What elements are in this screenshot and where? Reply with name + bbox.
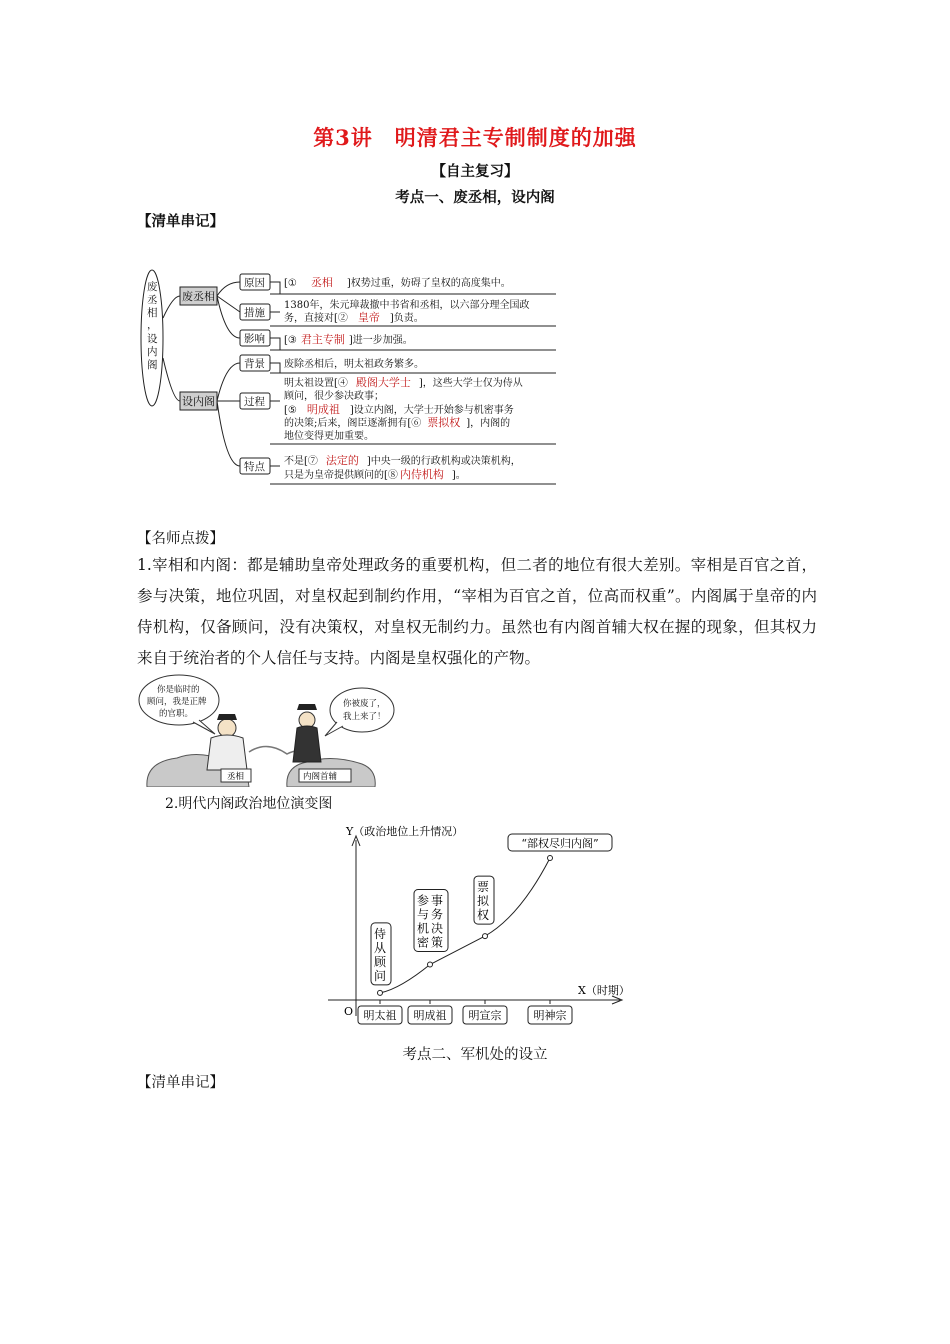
process-line-2: 顾问，很少参决政事；	[284, 391, 384, 402]
cartoon-label-right: 内阁首辅	[303, 772, 338, 782]
root-char: ，	[147, 319, 158, 331]
root-char: 废	[147, 281, 158, 293]
bubble-right-line: 你被废了，	[343, 699, 386, 709]
annotation-label: 票拟权	[477, 880, 490, 923]
process-line-1: 明太祖设置[④ 殿阁大学士 ]，这些大学士仅为侍从	[284, 376, 523, 389]
x-tick-label: 明神宗	[533, 1009, 567, 1022]
label-background: 背景	[244, 358, 265, 370]
bubble-left-line: 的官职。	[159, 709, 194, 719]
tip-2-heading: 2.明代内阁政治地位演变图	[165, 796, 333, 812]
root-char: 设	[147, 333, 158, 345]
annotation-label: 侍从顾问	[374, 926, 387, 983]
root-char: 阁	[147, 359, 158, 371]
label-process: 过程	[244, 396, 265, 408]
bubble-right-line: 我上来了！	[343, 712, 386, 722]
data-point	[378, 990, 383, 995]
root-char: 内	[147, 346, 158, 358]
label-reason: 原因	[244, 277, 265, 289]
origin-label: O	[344, 1005, 354, 1018]
topic-heading-1: 考点一、废丞相，设内阁	[395, 189, 555, 206]
feature-line-1: 不是[⑦ 法定的 ]中央一级的行政机构或决策机构，	[284, 454, 521, 467]
tip-paragraph-1: 1.宰相和内阁：都是辅助皇帝处理政务的重要机构，但二者的地位有很大差别。宰相是百官之首，参与决策，地位巩固，对皇权起到制约作用，“宰相为百官之首，位高而权重”。内阁属于皇帝的内侍机构，仅备顾问，没有决策权，对皇权无制约力。虽然也有内阁首辅大权在握的现象，但其权力来自于统治者的个人信任与支持。内阁是皇权强化的产物。	[137, 556, 817, 667]
x-axis-label: X（时期）	[578, 984, 630, 997]
data-point	[548, 856, 553, 861]
reason-text: [① 丞相 ]权势过重，妨碍了皇权的高度集中。	[284, 276, 511, 289]
annotation-label: 参与机密事务决策	[417, 893, 444, 950]
y-axis-label: Y（政治地位上升情况）	[346, 825, 464, 838]
x-tick-label: 明成祖	[413, 1009, 447, 1022]
label-effect: 影响	[244, 333, 265, 345]
process-line-5: 地位变得更加重要。	[284, 431, 374, 442]
feature-line-2: 只是为皇帝提供顾问的[⑧ 内侍机构 ]。	[284, 468, 466, 481]
mindmap-diagram	[138, 268, 562, 492]
bubble-left-line: 你是临时的	[157, 685, 200, 695]
measure-line-1: 1380年，朱元璋裁撤中书省和丞相，以六部分理全国政	[284, 300, 530, 311]
bubble-left-line: 顾问，我是正牌	[147, 697, 207, 707]
x-tick-label: 明宣宗	[468, 1009, 502, 1022]
branch-label-abolish: 废丞相	[182, 290, 215, 303]
label-measure: 措施	[244, 307, 265, 319]
measure-line-2: 务，直接对[② 皇帝 ]负责。	[284, 311, 424, 324]
x-tick-label: 明太祖	[363, 1009, 397, 1022]
label-feature: 特点	[244, 461, 265, 473]
process-line-3: [⑤ 明成祖 ]设立内阁，大学士开始参与机密事务	[284, 403, 514, 416]
cabinet-status-chart	[320, 818, 640, 1030]
list-label: 【清单串记】	[137, 213, 224, 230]
section-heading: 【自主复习】	[431, 163, 519, 180]
page-title: 第3讲 明清君主专制制度的加强	[313, 125, 637, 150]
root-char: 丞	[147, 294, 158, 306]
series-line	[380, 858, 550, 993]
data-point	[483, 934, 488, 939]
background-text: 废除丞相后，明太祖政务繁多。	[284, 359, 424, 370]
cartoon-label-left: 丞相	[227, 772, 245, 782]
tips-label: 【名师点拨】	[137, 531, 224, 547]
topic-heading-2: 考点二、军机处的设立	[402, 1047, 548, 1063]
list-label-2: 【清单串记】	[137, 1075, 224, 1091]
branch-label-cabinet: 设内阁	[182, 395, 215, 408]
effect-text: [③ 君主专制 ]进一步加强。	[284, 333, 413, 346]
annotation-label: “部权尽归内阁”	[521, 837, 599, 850]
root-char: 相	[147, 307, 158, 319]
process-line-4: 的决策;后来，阁臣逐渐拥有[⑥ 票拟权 ]，内阁的	[284, 416, 511, 429]
cartoon-illustration	[137, 670, 399, 787]
data-point	[428, 962, 433, 967]
